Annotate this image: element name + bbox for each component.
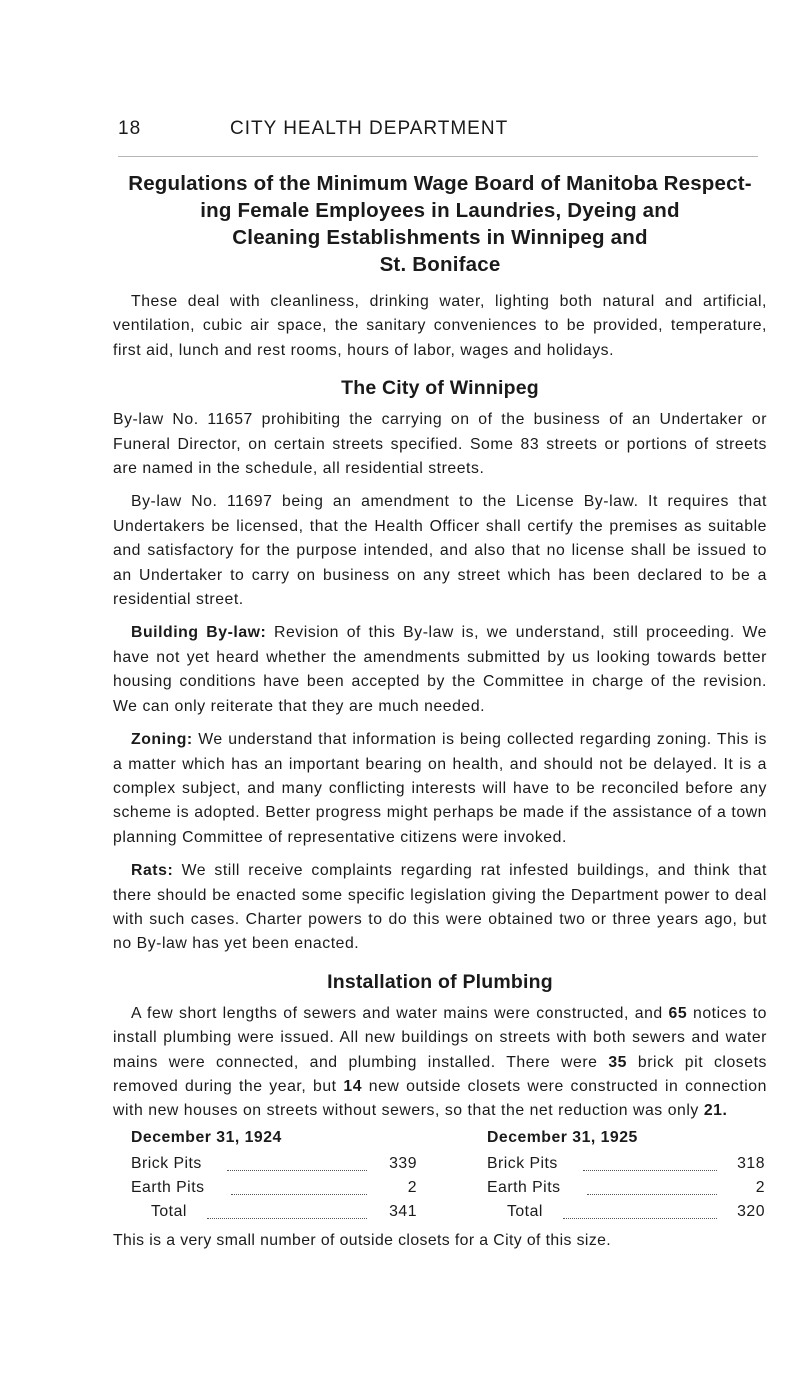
bylaw-11697-paragraph: By-law No. 11697 being an amendment to the License By-law. It requires that Undertakers be licensed, that the Health Officer shall certify the premises as suitable and satisfactory for the purpose intended, and also that no license shall be issued to an Undertaker to carry on business on any street which has been declared to be a residential street. bbox=[113, 493, 767, 609]
row-value: 341 bbox=[389, 1202, 417, 1220]
row-label: Earth Pits bbox=[131, 1178, 205, 1196]
plumbing-text: brick pit closets removed during the year, but bbox=[113, 1053, 767, 1095]
bylaw-11657-paragraph: By-law No. 11657 prohibiting the carrying on of the business of an Undertaker or Funeral Director, on certain streets specified. Some 83 streets or portions of streets are named in the schedule, all residential streets. bbox=[113, 411, 767, 478]
row-label: Brick Pits bbox=[131, 1154, 202, 1172]
notices-count: 65 bbox=[668, 1004, 688, 1022]
dot-leader bbox=[587, 1194, 717, 1195]
net-reduction: 21. bbox=[703, 1102, 728, 1120]
row-value: 2 bbox=[755, 1178, 765, 1196]
title-line: Cleaning Establishments in Winnipeg and bbox=[232, 226, 648, 249]
rats-lead: Rats: bbox=[131, 862, 174, 880]
plumbing-paragraph bbox=[113, 1002, 767, 1124]
section-title-city: The City of Winnipeg bbox=[341, 377, 539, 400]
zoning-text: We understand that information is being collected regarding zoning. This is a matter which has an important bearing on health, and should not be delayed. It is a complex subject, and many conflicting interests will have to be reconciled before any scheme is adopted. Better progress might perhaps be made if the assistance of a town planning Committee of representative citizens were invoked. bbox=[113, 731, 767, 846]
dot-leader bbox=[227, 1170, 367, 1171]
new-closets-count: 14 bbox=[343, 1077, 363, 1095]
removed-count: 35 bbox=[608, 1053, 628, 1071]
plumbing-text: All new buildings on streets with both sewers and water mains were connected, and plumbing installed. There were bbox=[113, 1029, 767, 1071]
column-heading-1925: December 31, 1925 bbox=[487, 1128, 638, 1146]
page-header bbox=[118, 118, 758, 150]
table-row bbox=[487, 1155, 765, 1179]
rats-text: We still receive complaints regarding rat infested buildings, and think that there should be enacted some specific legislation giving the Department power to deal with such cases. Charter powers to do this were obtained two or three years ago, but no By-law has yet been enacted. bbox=[113, 862, 767, 953]
row-label: Total bbox=[507, 1202, 543, 1220]
title-line: ing Female Employees in Laundries, Dyeing and bbox=[200, 199, 680, 222]
row-label: Brick Pits bbox=[487, 1154, 558, 1172]
minimum-wage-paragraph: These deal with cleanliness, drinking water, lighting both natural and artificial, ventilation, cubic air space, the sanitary conveniences to be provided, temperature, first aid, lunch and rest rooms, hours of labor, wages and holidays. bbox=[113, 293, 767, 359]
closet-statistics-table bbox=[113, 1129, 767, 1231]
column-heading-1924: December 31, 1924 bbox=[131, 1128, 282, 1146]
dot-leader bbox=[583, 1170, 717, 1171]
closing-remark: This is a very small number of outside closets for a City of this size. bbox=[113, 1231, 612, 1249]
building-bylaw-lead: Building By-law: bbox=[131, 624, 267, 642]
section-title-plumbing: Installation of Plumbing bbox=[327, 970, 553, 993]
row-value: 339 bbox=[389, 1154, 417, 1172]
building-bylaw-text: Revision of this By-law is, we understand, still proceeding. We have not yet heard whether the amendments submitted by us looking towards better housing conditions have been accepted by the Committee in charge of the revision. We can only reiterate that they are much needed. bbox=[113, 624, 767, 715]
plumbing-text: A few short lengths of sewers and water mains were constructed, and bbox=[131, 1004, 663, 1022]
dot-leader bbox=[563, 1218, 717, 1219]
section-title-minimum-wage bbox=[113, 170, 767, 278]
row-value: 318 bbox=[737, 1154, 765, 1172]
table-row bbox=[507, 1203, 765, 1227]
plumbing-text: notices to install plumbing were issued. bbox=[113, 1004, 767, 1047]
zoning-lead: Zoning: bbox=[131, 731, 193, 749]
table-row bbox=[131, 1179, 417, 1203]
page-number: 18 bbox=[118, 118, 142, 139]
row-value: 2 bbox=[407, 1178, 417, 1196]
title-line: St. Boniface bbox=[379, 253, 501, 276]
row-label: Total bbox=[151, 1202, 187, 1220]
running-head: CITY HEALTH DEPARTMENT bbox=[230, 118, 509, 139]
header-divider bbox=[118, 156, 758, 157]
row-label: Earth Pits bbox=[487, 1178, 561, 1196]
table-row bbox=[131, 1155, 417, 1179]
title-line: Regulations of the Minimum Wage Board of Manitoba Respect- bbox=[128, 172, 752, 195]
row-value: 320 bbox=[737, 1202, 765, 1220]
plumbing-text: new outside closets were constructed in connection with new houses on streets without sewers, so that the net reduction was only bbox=[113, 1077, 767, 1120]
building-bylaw-paragraph bbox=[113, 621, 767, 719]
dot-leader bbox=[207, 1218, 367, 1219]
page-content bbox=[113, 170, 767, 1262]
dot-leader bbox=[231, 1194, 367, 1195]
zoning-paragraph bbox=[113, 728, 767, 850]
table-row bbox=[151, 1203, 417, 1227]
table-row bbox=[487, 1179, 765, 1203]
rats-paragraph bbox=[113, 859, 767, 957]
